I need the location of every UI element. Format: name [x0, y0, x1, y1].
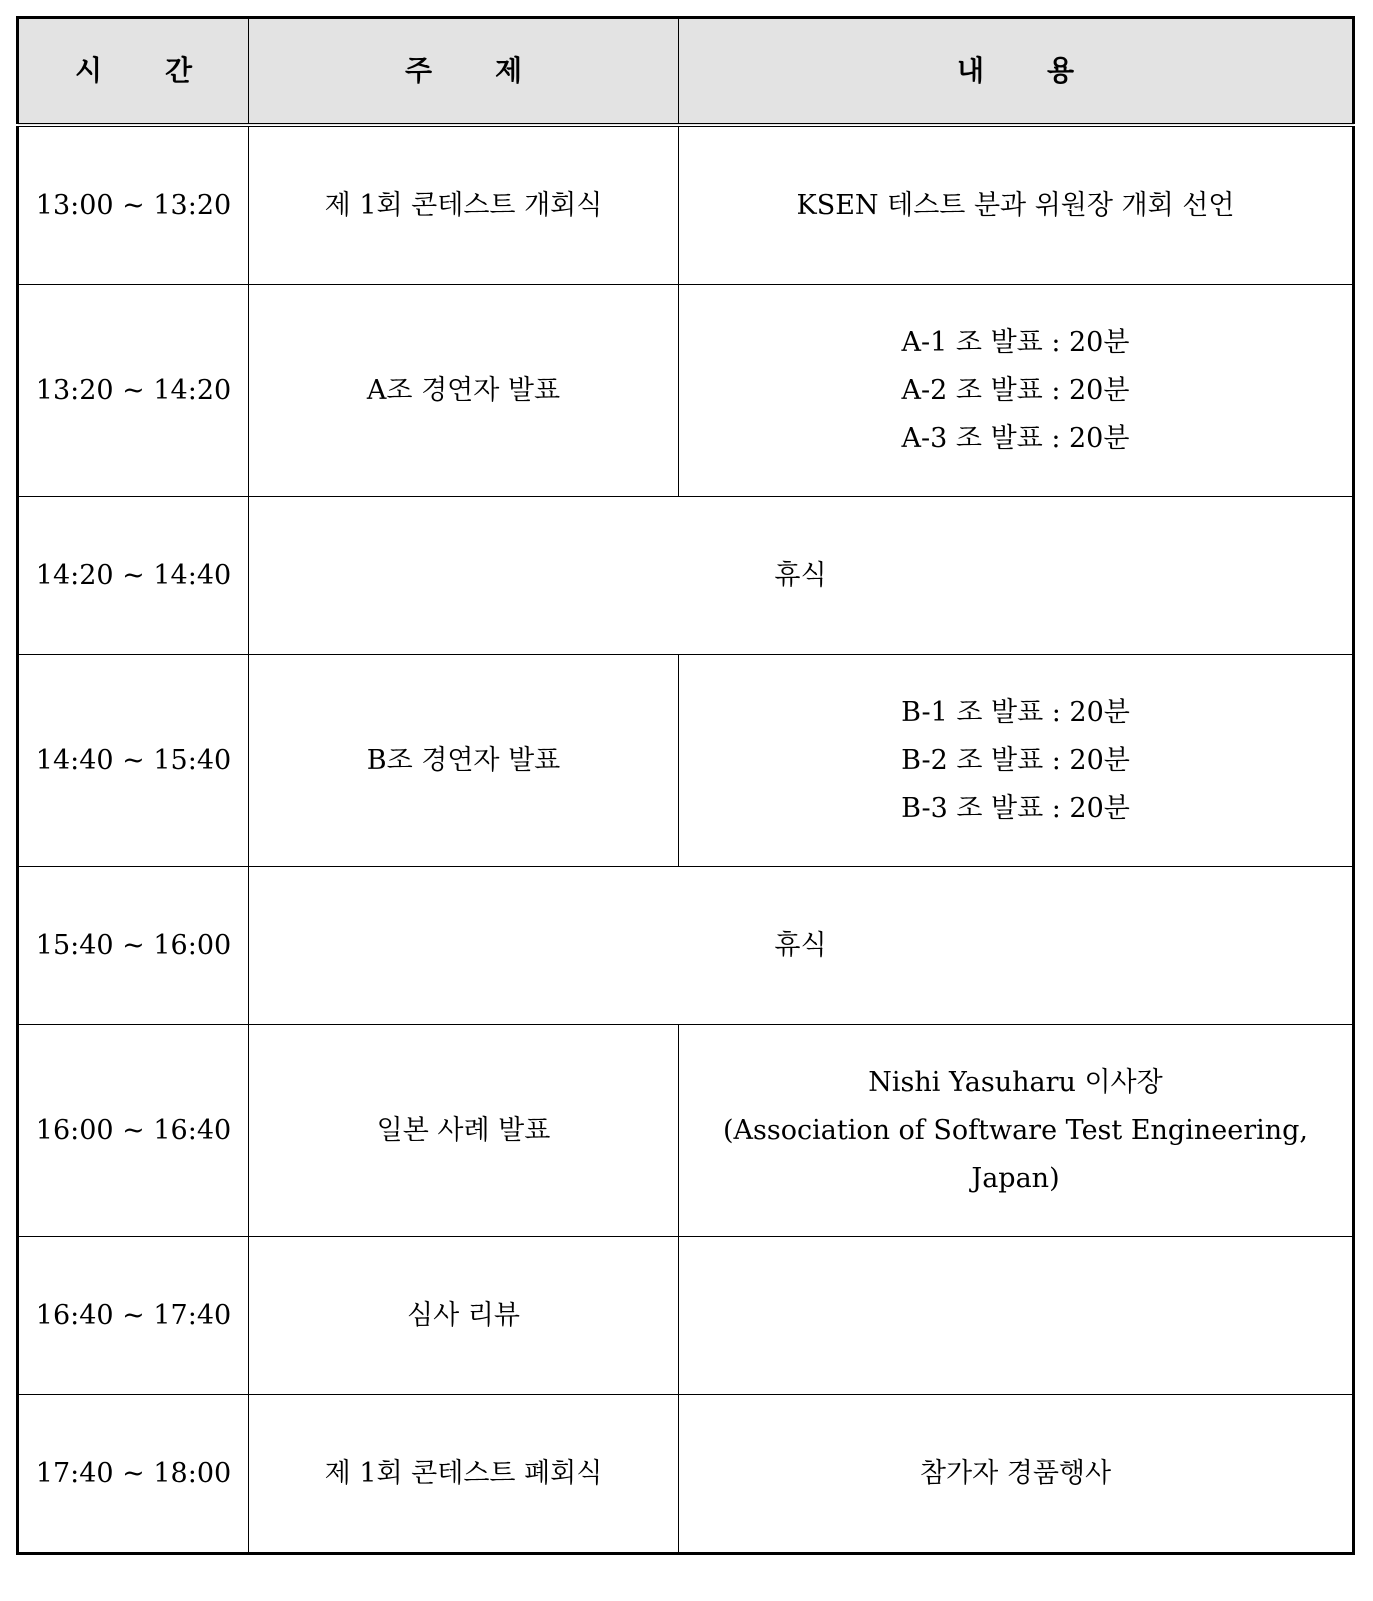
table-row — [18, 655, 1354, 867]
topic-cell: 제 1회 콘테스트 개회식 — [249, 125, 679, 285]
time-cell: 14:20 ~ 14:40 — [18, 497, 249, 655]
content-line: B-3 조 발표 : 20분 — [901, 792, 1130, 824]
content-cell — [679, 655, 1354, 867]
table-row — [18, 125, 1354, 285]
content-line: B-2 조 발표 : 20분 — [901, 744, 1130, 776]
time-cell: 16:40 ~ 17:40 — [18, 1237, 249, 1395]
header-content: 내 용 — [679, 18, 1354, 126]
time-cell: 16:00 ~ 16:40 — [18, 1025, 249, 1237]
time-cell: 13:20 ~ 14:20 — [18, 285, 249, 497]
time-cell: 15:40 ~ 16:00 — [18, 867, 249, 1025]
time-cell: 17:40 ~ 18:00 — [18, 1395, 249, 1554]
break-cell: 휴식 — [249, 867, 1354, 1025]
schedule-table — [16, 16, 1355, 1555]
content-line: Nishi Yasuharu 이사장 — [868, 1066, 1163, 1098]
table-row — [18, 867, 1354, 1025]
table-row — [18, 1395, 1354, 1554]
content-cell — [679, 285, 1354, 497]
header-time: 시 간 — [18, 18, 249, 126]
table-row — [18, 1025, 1354, 1237]
topic-cell: 심사 리뷰 — [249, 1237, 679, 1395]
content-line: A-2 조 발표 : 20분 — [901, 374, 1130, 406]
table-row — [18, 497, 1354, 655]
header-row — [18, 18, 1354, 126]
table-row — [18, 285, 1354, 497]
content-cell — [679, 1025, 1354, 1237]
topic-cell: A조 경연자 발표 — [249, 285, 679, 497]
time-cell: 14:40 ~ 15:40 — [18, 655, 249, 867]
topic-cell: 일본 사례 발표 — [249, 1025, 679, 1237]
content-line: 참가자 경품행사 — [919, 1457, 1112, 1489]
content-line: A-1 조 발표 : 20분 — [901, 326, 1130, 358]
break-cell: 휴식 — [249, 497, 1354, 655]
content-line: (Association of Software Test Engineering, Japan) — [722, 1114, 1308, 1194]
time-cell: 13:00 ~ 13:20 — [18, 125, 249, 285]
content-cell — [679, 125, 1354, 285]
content-cell — [679, 1395, 1354, 1554]
content-line: A-3 조 발표 : 20분 — [901, 422, 1130, 454]
table-row — [18, 1237, 1354, 1395]
content-cell — [679, 1237, 1354, 1395]
content-line: KSEN 테스트 분과 위원장 개회 선언 — [796, 189, 1235, 221]
header-topic: 주 제 — [249, 18, 679, 126]
topic-cell: 제 1회 콘테스트 폐회식 — [249, 1395, 679, 1554]
content-line: B-1 조 발표 : 20분 — [901, 696, 1130, 728]
topic-cell: B조 경연자 발표 — [249, 655, 679, 867]
